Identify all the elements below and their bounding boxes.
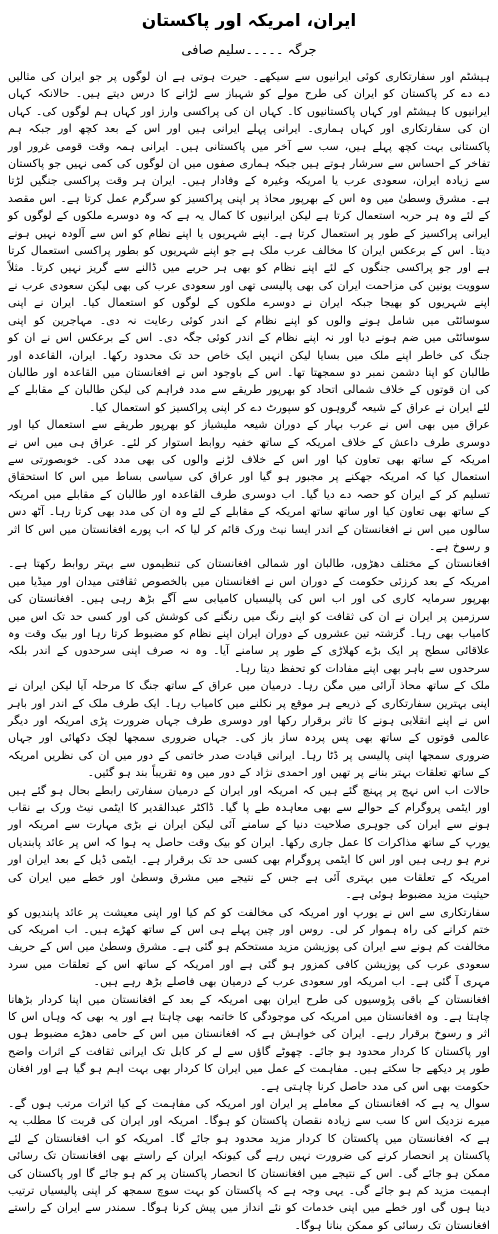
article-paragraph: سوال یہ ہے کہ افغانستان کے معاملے پر ایران اور امریکہ کی مفاہمت کے کیا اثرات مرتب ہوں گے۔ میرے نزدیک اس کا سب سے زیادہ نقصان پاکستان کو ہوگا۔ امریکہ اور ایران کی قربت کا مطلب یہ ہے کہ افغانستان میں پاکستان کا کردار مزید محدود ہو جائے گا۔ امریکہ کو اب افغانستان کے لئے پاکستان پر انحصار کرنے کی ضرورت نہیں رہے گی کیونکہ ایران کے راستے بھی افغانستان تک رسائی ممکن ہو جائے گی۔ اس کے نتیجے میں افغانستان کا انحصار پاکستان پر کم ہو جائے گا اور پاکستان کی اہمیت مزید کم ہو جائے گی۔ یہی وجہ ہے کہ پاکستان کو بہت سوچ سمجھ کر اپنی پالیسیاں ترتیب دینا ہوں گی اور خطے میں اپنی خدمات کو نئے انداز میں پیش کرنا ہوگا۔ سمندر سے ایران کے راستے افغانستان تک رسائی کو ممکن بنانا ہوگا۔ [8,1096,490,1232]
article-paragraph: افغانستان کے مختلف دھڑوں، طالبان اور شمالی افغانستان کی تنظیموں سے بہتر روابط رکھتا ہے۔ امریکہ کے بعد کرزئی حکومت کے دوران اس نے افغانستان میں بالخصوص ثقافتی میدان اور میڈیا میں بھرپور سرمایہ کاری کی اور اب اس کی پالیسیاں کامیابی سے آگے بڑھ رہی ہیں۔ افغانستان کی سرزمین پر ایران نے ان کی ثقافت کو اپنے رنگ میں رنگنے کی کوشش کی اور کسی حد تک اس میں کامیاب بھی رہا۔ گزشتہ تین عشروں کے دوران ایران اپنے نظام کو مضبوط کرتا رہا اور بیک وقت وہ علاقائی سطح پر ایک بڑے کھلاڑی کے طور پر سامنے آیا۔ وہ نہ صرف اپنی سرحدوں کے اندر بلکہ سرحدوں سے باہر بھی اپنے مفادات کو تحفظ دیتا رہا۔ [8,557,490,675]
byline: جرگہ ۔۔۔۔۔سلیم صافی [181,43,317,58]
article-paragraph: حالات اب اس نہج پر پہنچ گئے ہیں کہ امریکہ اور ایران کے درمیان سفارتی رابطے بحال ہو گئے ہیں اور ایٹمی پروگرام کے حوالے سے بھی معاہدہ طے پا گیا۔ ڈاکٹر عبدالقدیر کا ایٹمی نیٹ ورک بے نقاب ہونے سے ایران کی جوہری صلاحیت دنیا کے سامنے آئی لیکن ایران نے بڑی مہارت سے امریکہ اور یورپ کے ساتھ مذاکرات کا عمل جاری رکھا۔ ایران کو بیک وقت حاصل یہ ہوا کہ اس پر عائد پابندیاں نرم ہو رہی ہیں اور اس کا ایٹمی پروگرام بھی کسی حد تک برقرار ہے۔ ایٹمی ڈیل کے بعد ایران اور امریکہ کے تعلقات میں بہتری آئی ہے جس کے نتیجے میں مشرق وسطیٰ اور خطے میں ایران کی حیثیت مزید مضبوط ہوئی ہے۔ [8,783,490,902]
article-paragraph: افغانستان کے باقی پڑوسیوں کی طرح ایران بھی امریکہ کے بعد کے افغانستان میں اپنا کردار بڑھانا چاہتا ہے۔ وہ افغانستان میں امریکہ کی موجودگی کا خاتمہ بھی چاہتا ہے اور یہ بھی کہ وہاں اس کا اثر و رسوخ برقرار رہے۔ ایران کی خواہش ہے کہ افغانستان میں اس کے حامی دھڑے مضبوط ہوں اور پاکستان کا کردار محدود ہو جائے۔ چھوٹے گاؤں سے لے کر کابل تک ایرانی ثقافت کے اثرات واضح طور پر دیکھے جا سکتے ہیں۔ مفاہمت کے عمل میں ایران کا کردار بھی بہت اہم ہو گیا ہے اور افغان حکومت بھی اس کی مدد حاصل کرنا چاہتی ہے۔ [8,992,490,1093]
article-paragraph: ہیشٹم اور سفارتکاری کوئی ایرانیوں سے سیکھے۔ حیرت ہوتی ہے ان لوگوں پر جو ایران کی مثالیں دے دے کر پاکستان کو ایران کی طرح مولے کو شہباز سے لڑانے کا درس دیتے ہیں۔ حالانکہ کہاں ایرانیوں کا ہیشٹم اور کہاں پاکستانیوں کا۔ کہاں ان کی پراکسی وارز اور کہاں ہم لوگوں کی۔ کہاں ان کی سفارتکاری اور کہاں ہماری۔ ایرانی پہلے ایرانی ہیں اور اس کے بعد کچھ اور جبکہ ہم پاکستانی بہت کچھ پہلے ہیں، سب سے آخر میں پاکستانی ہیں۔ ایرانی ہمہ وقت قومی غرور اور تفاخر کے احساس سے سرشار ہوتے ہیں جبکہ ہماری صفوں میں ان لوگوں کی کمی نہیں جو پاکستان سے زیادہ ایران، سعودی عرب یا امریکہ وغیرہ کے وفادار ہیں۔ ایران ہر وقت پراکسی جنگیں لڑتا ہے۔ مشرق وسطیٰ میں وہ اس کے بھرپور محاذ پر اپنی پراکسیز کو سرگرم عمل کرتا ہے۔ اس مقصد کے لئے وہ ہر حربہ استعمال کرتا ہے لیکن ایرانیوں کا کمال یہ ہے کہ وہ دوسرے ملکوں کے لوگوں کو ایرانی پراکسیز کے طور پر استعمال کرتا ہے۔ اپنے شہریوں یا اپنے نظام کو اس سے آلودہ نہیں ہونے دیتا۔ اس کے برعکس ایران کا مخالف عرب ملک ہے جو اپنے شہریوں کو بطور پراکسی استعمال کرتا ہے اور جو پراکسی جنگوں کے لئے اپنے نظام کو بھی ہر حربے میں ڈالنے سے گریز نہیں کرتا۔ مثلاً سوویت یونین کی مزاحمت ایران کی بھی پالیسی تھی اور سعودی عرب کی بھی لیکن سعودی عرب نے اپنے شہریوں کو بھیجا جبکہ ایران نے دوسرے ملکوں کے لوگوں کو استعمال کیا۔ ایران نے اپنی سوسائٹی میں شامل ہونے والوں کو اپنے نظام کے اندر کوئی رعایت نہ دی۔ مہاجرین کو اپنی سوسائٹی میں ضم ہونے دیا اور نہ اپنے نظام کے اندر کوئی جگہ دی۔ اس کے برعکس اس نے ان کو جنگ کی خاطر اپنے ملک میں بسایا لیکن انہیں ایک خاص حد تک محدود رکھا۔ ایران، القاعدہ اور طالبان کو اپنا دشمن نمبر دو سمجھتا تھا۔ اس کے باوجود اس نے افغانستان میں القاعدہ اور طالبان کی ان قوتوں کے خلاف شمالی اتحاد کو بھرپور طریقے سے مدد فراہم کی لیکن طالبان کے مقابلے کے لئے ایران نے عراق کے شیعہ گروہوں کو سپورٹ دے کر اپنی پراکسیز کو استعمال کیا۔ [8,70,490,414]
article-paragraph: ملک کے ساتھ محاذ آرائی میں مگن رہا۔ درمیان میں عراق کے ساتھ جنگ کا مرحلہ آیا لیکن ایران نے اپنی بہترین سفارتکاری کے ذریعے ہر موقع پر نکلنے میں کامیاب رہا۔ ایک طرف ملک کے اندر اور باہر اس نے اپنے انقلابی ہونے کا تاثر برقرار رکھا اور دوسری طرف جہاں ضرورت پڑی امریکہ اور دیگر عالمی قوتوں کے ساتھ بھی پس پردہ ساز باز کی۔ جہاں ضروری سمجھا لچک دکھائی اور جہاں ضروری سمجھا اپنی پالیسی پر ڈٹا رہا۔ ایرانی قیادت صدر خاتمی کے دور میں ان کی نظریں امریکہ کے ساتھ تعلقات بہتر بنانے پر تھیں اور احمدی نژاد کے دور میں وہ تقریباً بند ہو گئیں۔ [8,679,490,780]
article-paragraph: سفارتکاری سے اس نے یورپ اور امریکہ کی مخالفت کو کم کیا اور اپنی معیشت پر عائد پابندیوں کو ختم کرانے کی راہ ہموار کر لی۔ روس اور چین پہلے ہی اس کے ساتھ کھڑے ہیں۔ اب امریکہ کی مخالفت کم ہونے سے ایران کی پوزیشن مزید مستحکم ہو گئی ہے۔ مشرق وسطیٰ میں اس کے حریف سعودی عرب کی پوزیشن کافی کمزور ہو گئی ہے اور امریکہ کے ساتھ اس کے تعلقات میں سرد مہری آ گئی ہے۔ اب امریکہ اور سعودی عرب کے درمیان بھی فاصلے بڑھ رہے ہیں۔ [8,905,490,989]
article-body [8,68,490,1234]
article-paragraph: عراق میں بھی اس نے عرب بہار کے دوران شیعہ ملیشیاز کو بھرپور طریقے سے استعمال کیا اور دوسری طرف داعش کے خلاف امریکہ کے ساتھ خفیہ روابط استوار کر لئے۔ عراق ہی میں اس نے امریکہ کے ساتھ بھی تعاون کیا اور اس کے خلاف لڑنے والوں کی بھی مدد کی۔ خوبصورتی سے استعمال کیا کہ امریکہ جھکنے پر مجبور ہو گیا اور عراق کی سیاسی بساط میں اس کا استحقاق تسلیم کر کے ایران کو حصہ دے دیا گیا۔ اب دوسری طرف القاعدہ اور طالبان کے مقابلے میں امریکہ کے ساتھ بھی تعاون کیا اور ساتھ ساتھ امریکہ کے مقابلے کے لئے وہ ان کی مدد بھی کرتا رہا۔ آٹھ دس سالوں میں اس نے افغانستان کے اندر ایسا نیٹ ورک قائم کر لیا کہ اب پورے افغانستان میں اس کا اثر و رسوخ ہے۔ [8,418,490,553]
headline: ایران، امریکہ اور پاکستان [141,11,357,31]
